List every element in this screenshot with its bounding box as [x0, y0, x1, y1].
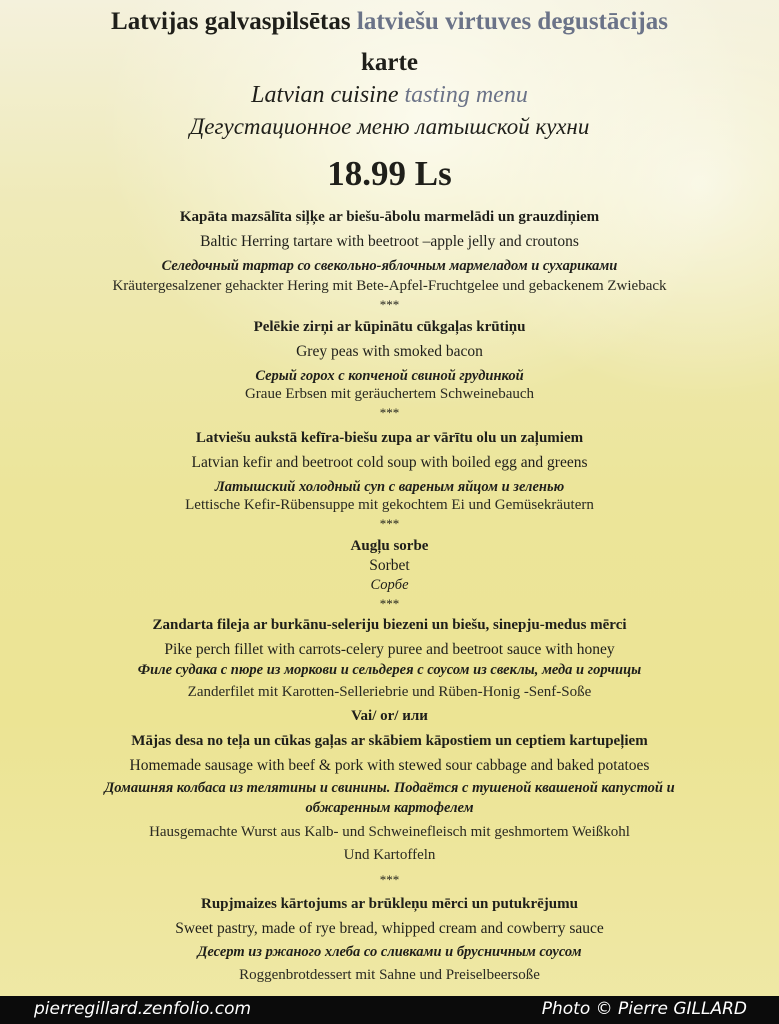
course1-latvian: Kapāta mazsālīta siļķe ar biešu-ābolu marmelādi un grauzdiņiem [179, 209, 600, 225]
course4-english: Sorbet [369, 557, 410, 574]
course5-german: Zanderfilet mit Karotten-Selleriebrie und Rüben-Honig -Senf-Soße [187, 684, 592, 700]
course6-russian-line2: обжаренным картофелем [305, 800, 474, 816]
course1-german: Kräutergesalzener gehackter Hering mit Bete-Apfel-Fruchtgelee und gebackenem Zwieback [112, 278, 667, 294]
course6-english: Homemade sausage with beef & pork with stewed sour cabbage and baked potatoes [129, 757, 650, 774]
menu-price: 18.99 Ls [327, 154, 452, 193]
separator: *** [379, 596, 400, 611]
site-url: pierregillard.zenfolio.com [34, 999, 252, 1019]
course3-latvian: Latviešu aukstā kefīra-biešu zupa ar vārītu olu un zaļumiem [195, 430, 584, 446]
course4-russian: Сорбе [370, 577, 409, 593]
course2-latvian: Pelēkie zirņi ar kūpinātu cūkgaļas krūtiņu [253, 319, 526, 335]
title-latvian [0, 8, 779, 36]
course5-latvian: Zandarta fileja ar burkānu-seleriju biezeni un biešu, sinepju-medus mērci [152, 617, 627, 633]
course7-english: Sweet pastry, made of rye bread, whipped cream and cowberry sauce [175, 920, 604, 937]
course7-russian: Десерт из ржаного хлеба со сливками и брусничным соусом [197, 944, 582, 960]
separator: *** [379, 872, 400, 887]
course3-english: Latvian kefir and beetroot cold soup with boiled egg and greens [191, 454, 588, 471]
title-english-part2: tasting menu [404, 82, 528, 108]
separator: *** [379, 516, 400, 531]
course6-german-line1: Hausgemachte Wurst aus Kalb- und Schweinefleisch mit geshmortem Weißkohl [149, 824, 630, 840]
course6-latvian: Mājas desa no teļa un cūkas gaļas ar skābiem kāpostiem un ceptiem kartupeļiem [131, 733, 648, 749]
course1-english: Baltic Herring tartare with beetroot –apple jelly and croutons [200, 233, 579, 250]
separator: *** [379, 297, 400, 312]
course4-latvian: Augļu sorbe [350, 538, 429, 554]
watermark-bar [0, 996, 779, 1024]
photo-credit: Photo © Pierre GILLARD [541, 999, 747, 1019]
course6-german-line2: Und Kartoffeln [343, 847, 436, 863]
course3-russian: Латышский холодный суп с вареным яйцом и зеленью [214, 479, 565, 495]
course2-english: Grey peas with smoked bacon [296, 343, 483, 360]
title-latvian-cont: karte [361, 49, 418, 76]
course7-latvian: Rupjmaizes kārtojums ar brūkleņu mērci un putukrējumu [201, 896, 578, 912]
course2-german: Graue Erbsen mit geräuchertem Schweinebauch [244, 386, 535, 402]
or-label: Vai/ or/ или [351, 708, 428, 724]
title-russian: Дегустационное меню латышской кухни [189, 114, 590, 139]
title-latvian-part1: Latvijas galvaspilsētas [111, 8, 357, 35]
title-latvian-part2: latviešu virtuves degustācijas [356, 8, 668, 35]
course5-english: Pike perch fillet with carrots-celery puree and beetroot sauce with honey [164, 641, 615, 658]
course7-german: Roggenbrotdessert mit Sahne und Preiselbeersoße [239, 967, 540, 983]
course6-russian-line1: Домашняя колбаса из телятины и свинины. Подаётся с тушеной квашеной капустой и [104, 780, 675, 796]
course3-german: Lettische Kefir-Rübensuppe mit gekochtem Ei und Gemüsekräutern [185, 497, 594, 513]
course5-russian: Филе судака с пюре из моркови и сельдерея с соусом из свеклы, меда и горчицы [137, 662, 642, 678]
title-english [0, 82, 779, 109]
course1-russian: Селедочный тартар со свекольно-яблочным мармеладом и сухариками [161, 258, 618, 274]
separator: *** [379, 405, 400, 420]
course2-russian: Серый горох с копченой свиной грудинкой [255, 368, 524, 384]
title-english-part1: Latvian cuisine [251, 82, 405, 108]
